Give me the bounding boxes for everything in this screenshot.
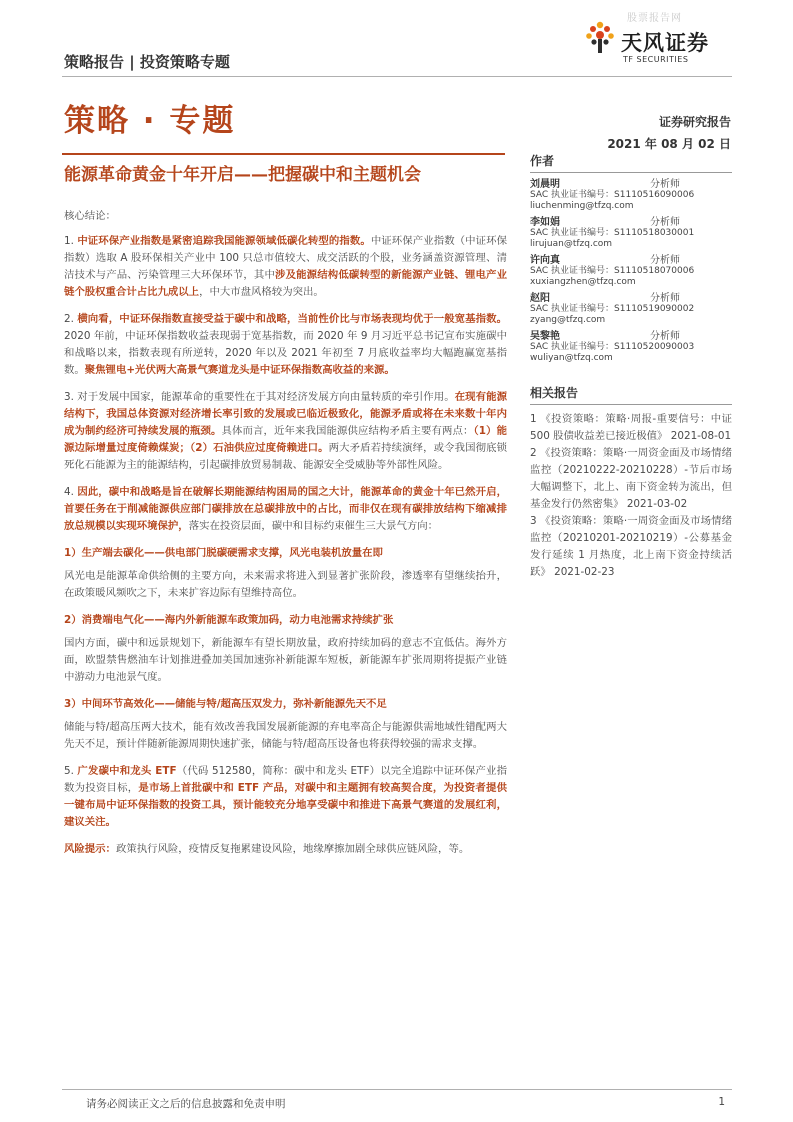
analyst-role: 分析师 <box>650 293 680 304</box>
related-report-item[interactable]: 2 《投资策略：策略·一周资金面及市场情绪监控（20210222-20210228）-节后市场大幅调整下，北上、南下资金转为流出，但基金发行仍然密集》 2021-03-02 <box>530 447 732 510</box>
report-type: 证券研究报告 <box>658 115 731 129</box>
related-reports <box>530 384 732 581</box>
footer-disclaimer: 请务必阅读正文之后的信息披露和免责申明 <box>86 1098 286 1110</box>
analyst-email[interactable]: xuxiangzhen@tfzq.com <box>530 277 636 287</box>
direction-3-heading: 3）中间环节高效化——储能与特/超高压双发力，弥补新能源先天不足 <box>64 698 387 710</box>
section-heading: 核心结论： <box>64 210 116 222</box>
analyst-role: 分析师 <box>650 255 680 266</box>
direction-1-heading: 1）生产端去碳化——供电部门脱碳硬需求支撑，风光电装机放量在即 <box>64 547 383 559</box>
analyst-email[interactable]: lirujuan@tfzq.com <box>530 239 613 249</box>
direction-1-text: 风光电是能源革命供给侧的主要方向，未来需求将进入到显著扩张阶段，渗透率有望继续抬升，在政策暖风频吹之下，未来扩容边际有望维持高位。 <box>64 570 507 599</box>
brand-name: 天风证券 <box>621 31 709 55</box>
analyst-cert: SAC 执业证书编号：S1110520090003 <box>530 342 695 352</box>
conclusion-4: 4. 因此，碳中和战略是旨在破解长期能源结构困局的国之大计，能源革命的黄金十年已然开启，首要任务在于削减能源供应部门碳排放在总碳排放中的占比，而非仅在现有碳排放结构下缩减排放总规模以实现环境保护，落实在投资层面，碳中和目标约束催生三大景气方向： <box>64 486 507 532</box>
conclusion-5: 5. 广发碳中和龙头 ETF（代码 512580，简称：碳中和龙头 ETF）以完全追踪中证环保产业指数为投资目标，是市场上首批碳中和 ETF 产品，对碳中和主题拥有较高契合度，为投资者提供一键布局中证环保指数的投资工具，预计能较充分地享受碳中和推进下高景气赛道的发展红利，建议关注。 <box>64 765 508 828</box>
direction-2-text: 国内方面，碳中和远景规划下，新能源车有望长期放量，政府持续加码的意志不宜低估。海外方面，欧盟禁售燃油车计划推进叠加美国加速弥补新能源车短板，新能源车扩张周期将提振产业链中游动力电池景气度。 <box>64 637 507 683</box>
header-divider <box>62 76 732 77</box>
report-subtitle: 能源革命黄金十年开启——把握碳中和主题机会 <box>64 165 421 185</box>
analyst-role: 分析师 <box>650 217 680 228</box>
report-date: 2021 年 08 月 02 日 <box>607 137 731 151</box>
brand-name-en: TF SECURITIES <box>623 55 689 64</box>
logo-icon <box>585 21 615 55</box>
main-content <box>64 208 507 868</box>
related-heading: 相关报告 <box>530 384 732 405</box>
analyst-name: 赵阳 <box>530 293 550 304</box>
analyst-cert: SAC 执业证书编号：S1110518030001 <box>530 228 695 238</box>
analyst-email[interactable]: wuliyan@tfzq.com <box>530 353 613 363</box>
analyst-card <box>530 217 732 250</box>
analyst-role: 分析师 <box>650 331 680 342</box>
footer-divider <box>62 1089 732 1090</box>
page-number: 1 <box>718 1096 725 1108</box>
analyst-role: 分析师 <box>650 179 680 190</box>
analyst-card <box>530 179 732 212</box>
analyst-name: 许向真 <box>530 255 560 266</box>
title-divider <box>62 153 505 155</box>
sidebar <box>530 152 732 581</box>
report-category: 策略报告 | 投资策略专题 <box>64 53 230 71</box>
conclusion-2: 2. 横向看，中证环保指数直接受益于碳中和战略，当前性价比与市场表现均优于一般宽基指数。2020 年前，中证环保指数收益表现弱于宽基指数，而 2020 年 9 月习近平总书记宣布实施碳中和战略以来，指数表现有所逆转，2020 年以及 2021 年初至 7 月底收益率均大幅跑赢宽基指数。聚焦锂电+光伏两大高景气赛道龙头是中证环保指数高收益的来源。 <box>64 313 507 376</box>
analyst-name: 李如娟 <box>530 217 560 228</box>
analyst-email[interactable]: zyang@tfzq.com <box>530 315 606 325</box>
analyst-card <box>530 255 732 288</box>
related-report-item[interactable]: 3 《投资策略：策略·一周资金面及市场情绪监控（20210201-20210219）-公募基金发行延续 1 月热度，北上南下资金持续活跃》 2021-02-23 <box>530 515 732 578</box>
authors-heading: 作者 <box>530 152 732 173</box>
direction-3-text: 储能与特/超高压两大技术，能有效改善我国发展新能源的弃电率高企与能源供需地域性错配两大先天不足，预计伴随新能源周期快速扩张，储能与特/超高压设备也将获得较强的需求支撑。 <box>64 721 507 750</box>
direction-2-heading: 2）消费端电气化——海内外新能源车政策加码，动力电池需求持续扩张 <box>64 614 394 626</box>
conclusion-1: 1. 中证环保产业指数是紧密追踪我国能源领域低碳化转型的指数。中证环保产业指数（中证环保指数）选取 A 股环保相关产业中 100 只总市值较大、成交活跃的个股，业务涵盖资源管理、清洁技术与产品、污染管理三大环保环节，其中涉及能源结构低碳转型的新能源产业链、锂电产业链个股权重合计占比九成以上，中大市盘风格较为突出。 <box>64 235 508 298</box>
analyst-cert: SAC 执业证书编号：S1110518070006 <box>530 266 695 276</box>
analyst-name: 吴黎艳 <box>530 331 560 342</box>
analyst-name: 刘晨明 <box>530 179 560 190</box>
conclusion-3: 3. 对于发展中国家，能源革命的重要性在于其对经济发展方向由量转质的牵引作用。在现有能源结构下，我国总体资源对经济增长率引致的发展或已临近极致化，能源矛盾或将在未来数十年内成为制约经济可持续发展的瓶颈。具体而言，近年来我国能源供应结构矛盾主要有两点：（1）能源边际增量过度倚赖煤炭；（2）石油供应过度倚赖进口。两大矛盾若持续演绎，或令我国彻底锁死化石能源为主的能源结构，引起碳排放贸易制裁、能源安全受威胁等外部性风险。 <box>64 391 508 471</box>
page-title: 策略 · 专题 <box>64 103 236 139</box>
risk-warning: 风险提示：政策执行风险，疫情反复拖累建设风险，地缘摩擦加剧全球供应链风险，等。 <box>64 843 470 855</box>
analyst-card <box>530 293 732 326</box>
analyst-email[interactable]: liuchenming@tfzq.com <box>530 201 634 211</box>
analyst-cert: SAC 执业证书编号：S1110516090006 <box>530 190 695 200</box>
analyst-cert: SAC 执业证书编号：S1110519090002 <box>530 304 695 314</box>
watermark: 股票报告网 <box>627 13 682 24</box>
analyst-card <box>530 331 732 364</box>
related-report-item[interactable]: 1 《投资策略：策略·周报-重要信号：中证 500 股债收益差已接近极值》 2021-08-01 <box>530 413 732 442</box>
